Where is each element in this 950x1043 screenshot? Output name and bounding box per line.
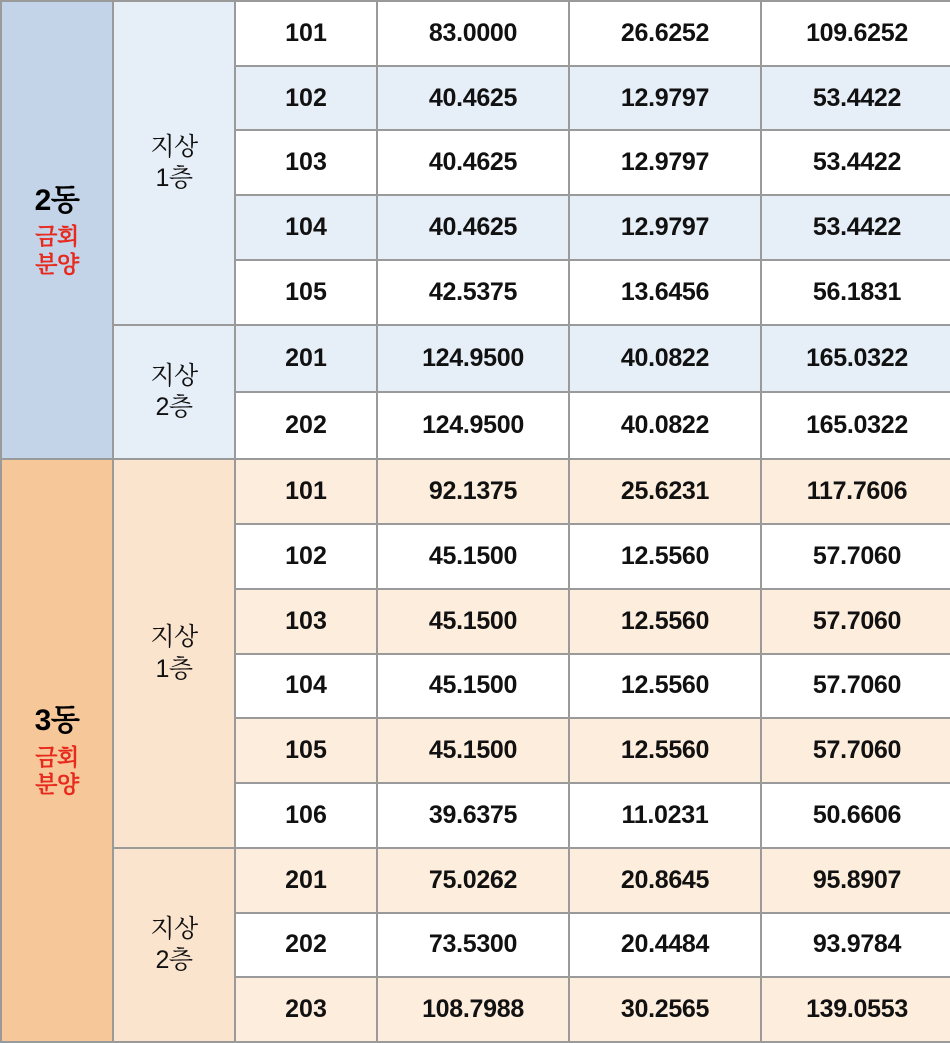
common-area: 40.0822	[569, 325, 761, 392]
common-area: 12.9797	[569, 195, 761, 260]
floor-label-line2: 1층	[155, 163, 193, 192]
floor-label-line1: 지상	[150, 132, 198, 161]
total-area: 57.7060	[761, 654, 950, 719]
unit-number: 106	[235, 783, 377, 848]
building-name: 3동	[34, 704, 80, 738]
exclusive-area: 75.0262	[377, 848, 569, 913]
total-area: 95.8907	[761, 848, 950, 913]
unit-number: 101	[235, 1, 377, 66]
unit-number: 102	[235, 66, 377, 131]
total-area: 117.7606	[761, 459, 950, 524]
building-note-line2: 분양	[35, 250, 79, 277]
exclusive-area: 92.1375	[377, 459, 569, 524]
common-area: 26.6252	[569, 1, 761, 66]
unit-number: 201	[235, 848, 377, 913]
total-area: 165.0322	[761, 325, 950, 392]
common-area: 12.5560	[569, 718, 761, 783]
building-note-line1: 금회	[35, 223, 79, 250]
exclusive-area: 39.6375	[377, 783, 569, 848]
table-row	[1, 325, 950, 392]
common-area: 30.2565	[569, 977, 761, 1042]
exclusive-area: 83.0000	[377, 1, 569, 66]
table-row	[1, 848, 950, 913]
floor-group-cell	[113, 1, 235, 325]
common-area: 40.0822	[569, 392, 761, 459]
common-area: 12.5560	[569, 524, 761, 589]
total-area: 53.4422	[761, 66, 950, 131]
exclusive-area: 40.4625	[377, 130, 569, 195]
unit-number: 103	[235, 130, 377, 195]
floor-group-cell	[113, 459, 235, 847]
exclusive-area: 45.1500	[377, 524, 569, 589]
unit-number: 104	[235, 195, 377, 260]
floor-group-cell	[113, 848, 235, 1042]
exclusive-area: 124.9500	[377, 392, 569, 459]
floor-label-line1: 지상	[150, 361, 198, 390]
unit-number: 101	[235, 459, 377, 524]
building-note-line2: 분양	[35, 771, 79, 798]
exclusive-area: 45.1500	[377, 718, 569, 783]
common-area: 12.5560	[569, 589, 761, 654]
total-area: 93.9784	[761, 913, 950, 978]
unit-number: 104	[235, 654, 377, 719]
total-area: 57.7060	[761, 524, 950, 589]
total-area: 165.0322	[761, 392, 950, 459]
unit-number: 103	[235, 589, 377, 654]
exclusive-area: 45.1500	[377, 589, 569, 654]
floor-group-cell	[113, 325, 235, 460]
table-row	[1, 459, 950, 524]
building-group-cell	[1, 1, 113, 459]
floor-label-line1: 지상	[150, 623, 198, 652]
exclusive-area: 42.5375	[377, 260, 569, 325]
total-area: 53.4422	[761, 130, 950, 195]
unit-number: 102	[235, 524, 377, 589]
common-area: 11.0231	[569, 783, 761, 848]
common-area: 13.6456	[569, 260, 761, 325]
unit-number: 203	[235, 977, 377, 1042]
total-area: 139.0553	[761, 977, 950, 1042]
floor-label-line2: 1층	[155, 654, 193, 683]
common-area: 12.9797	[569, 130, 761, 195]
exclusive-area: 124.9500	[377, 325, 569, 392]
total-area: 53.4422	[761, 195, 950, 260]
total-area: 56.1831	[761, 260, 950, 325]
unit-number: 202	[235, 913, 377, 978]
floor-label-line2: 2층	[155, 393, 193, 422]
common-area: 12.9797	[569, 66, 761, 131]
building-group-cell	[1, 459, 113, 1042]
unit-number: 105	[235, 260, 377, 325]
common-area: 20.8645	[569, 848, 761, 913]
total-area: 109.6252	[761, 1, 950, 66]
building-name: 2동	[34, 183, 80, 217]
floor-label-line1: 지상	[150, 914, 198, 943]
total-area: 57.7060	[761, 718, 950, 783]
total-area: 50.6606	[761, 783, 950, 848]
unit-number: 202	[235, 392, 377, 459]
total-area: 57.7060	[761, 589, 950, 654]
unit-number: 201	[235, 325, 377, 392]
exclusive-area: 40.4625	[377, 195, 569, 260]
floor-label-line2: 2층	[155, 945, 193, 974]
common-area: 12.5560	[569, 654, 761, 719]
unit-number: 105	[235, 718, 377, 783]
table-row	[1, 1, 950, 66]
common-area: 20.4484	[569, 913, 761, 978]
exclusive-area: 40.4625	[377, 66, 569, 131]
building-note-line1: 금회	[35, 743, 79, 770]
exclusive-area: 108.7988	[377, 977, 569, 1042]
exclusive-area: 73.5300	[377, 913, 569, 978]
common-area: 25.6231	[569, 459, 761, 524]
exclusive-area: 45.1500	[377, 654, 569, 719]
